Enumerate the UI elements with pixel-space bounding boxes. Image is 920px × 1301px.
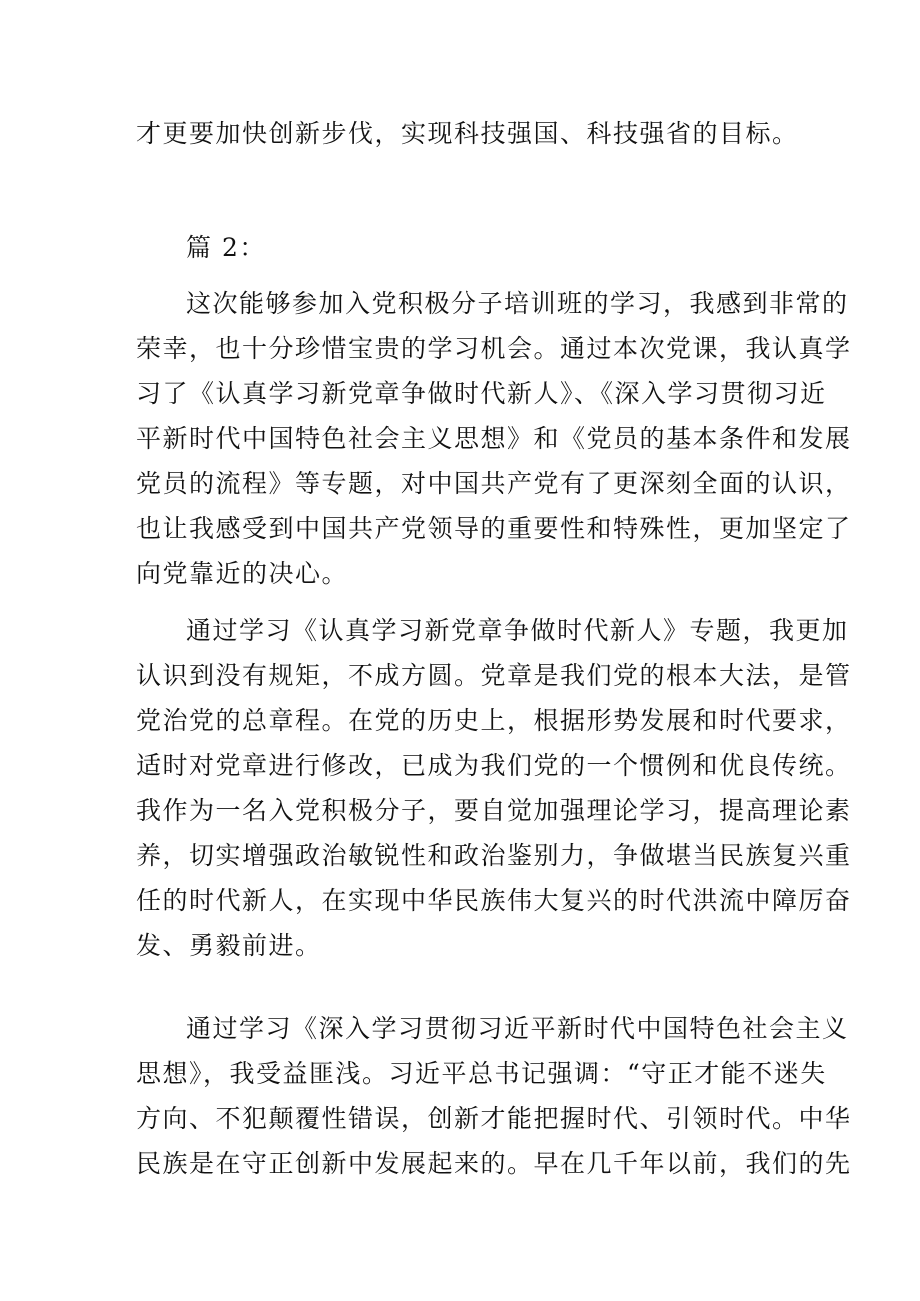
paragraph-line: 适时对党章进行修改，已成为我们党的一个惯例和优良传统。 bbox=[136, 751, 852, 780]
paragraph-line: 习了《认真学习新党章争做时代新人》、《深入学习贯彻习近 bbox=[136, 379, 827, 408]
paragraph-line: 认识到没有规矩，不成方圆。党章是我们党的根本大法，是管 bbox=[136, 661, 852, 690]
paragraph-line: 党治党的总章程。在党的历史上，根据形势发展和时代要求， bbox=[136, 706, 852, 735]
section-heading: 篇 2： bbox=[186, 233, 266, 262]
paragraph-line: 养，切实增强政治敏锐性和政治鉴别力，争做堪当民族复兴重 bbox=[136, 841, 852, 870]
paragraph-line: 通过学习《深入学习贯彻习近平新时代中国特色社会主义 bbox=[186, 1014, 849, 1043]
paragraph-line: 党员的流程》等专题，对中国共产党有了更深刻全面的认识， bbox=[136, 469, 852, 498]
paragraph-line: 荣幸，也十分珍惜宝贵的学习机会。通过本次党课，我认真学 bbox=[136, 334, 852, 363]
paragraph-line: 平新时代中国特色社会主义思想》和《党员的基本条件和发展 bbox=[136, 424, 852, 453]
paragraph-line: 这次能够参加入党积极分子培训班的学习，我感到非常的 bbox=[186, 289, 849, 318]
paragraph-line: 方向、不犯颠覆性错误，创新才能把握时代、引领时代。中华 bbox=[136, 1104, 852, 1133]
paragraph-line: 也让我感受到中国共产党领导的重要性和特殊性，更加坚定了 bbox=[136, 514, 852, 543]
paragraph-line: 民族是在守正创新中发展起来的。早在几千年以前，我们的先 bbox=[136, 1149, 852, 1178]
paragraph-line: 向党靠近的决心。 bbox=[136, 559, 349, 588]
paragraph-line: 通过学习《认真学习新党章争做时代新人》专题，我更加 bbox=[186, 616, 849, 645]
paragraph-line: 发、勇毅前进。 bbox=[136, 931, 322, 960]
paragraph-line: 任的时代新人，在实现中华民族伟大复兴的时代洪流中障厉奋 bbox=[136, 886, 852, 915]
paragraph-line: 我作为一名入党积极分子，要自觉加强理论学习，提高理论素 bbox=[136, 796, 852, 825]
paragraph-line: 思想》，我受益匪浅。习近平总书记强调：“守正才能不迷失 bbox=[136, 1059, 827, 1088]
opening-line: 才更要加快创新步伐，实现科技强国、科技强省的目标。 bbox=[136, 119, 799, 148]
